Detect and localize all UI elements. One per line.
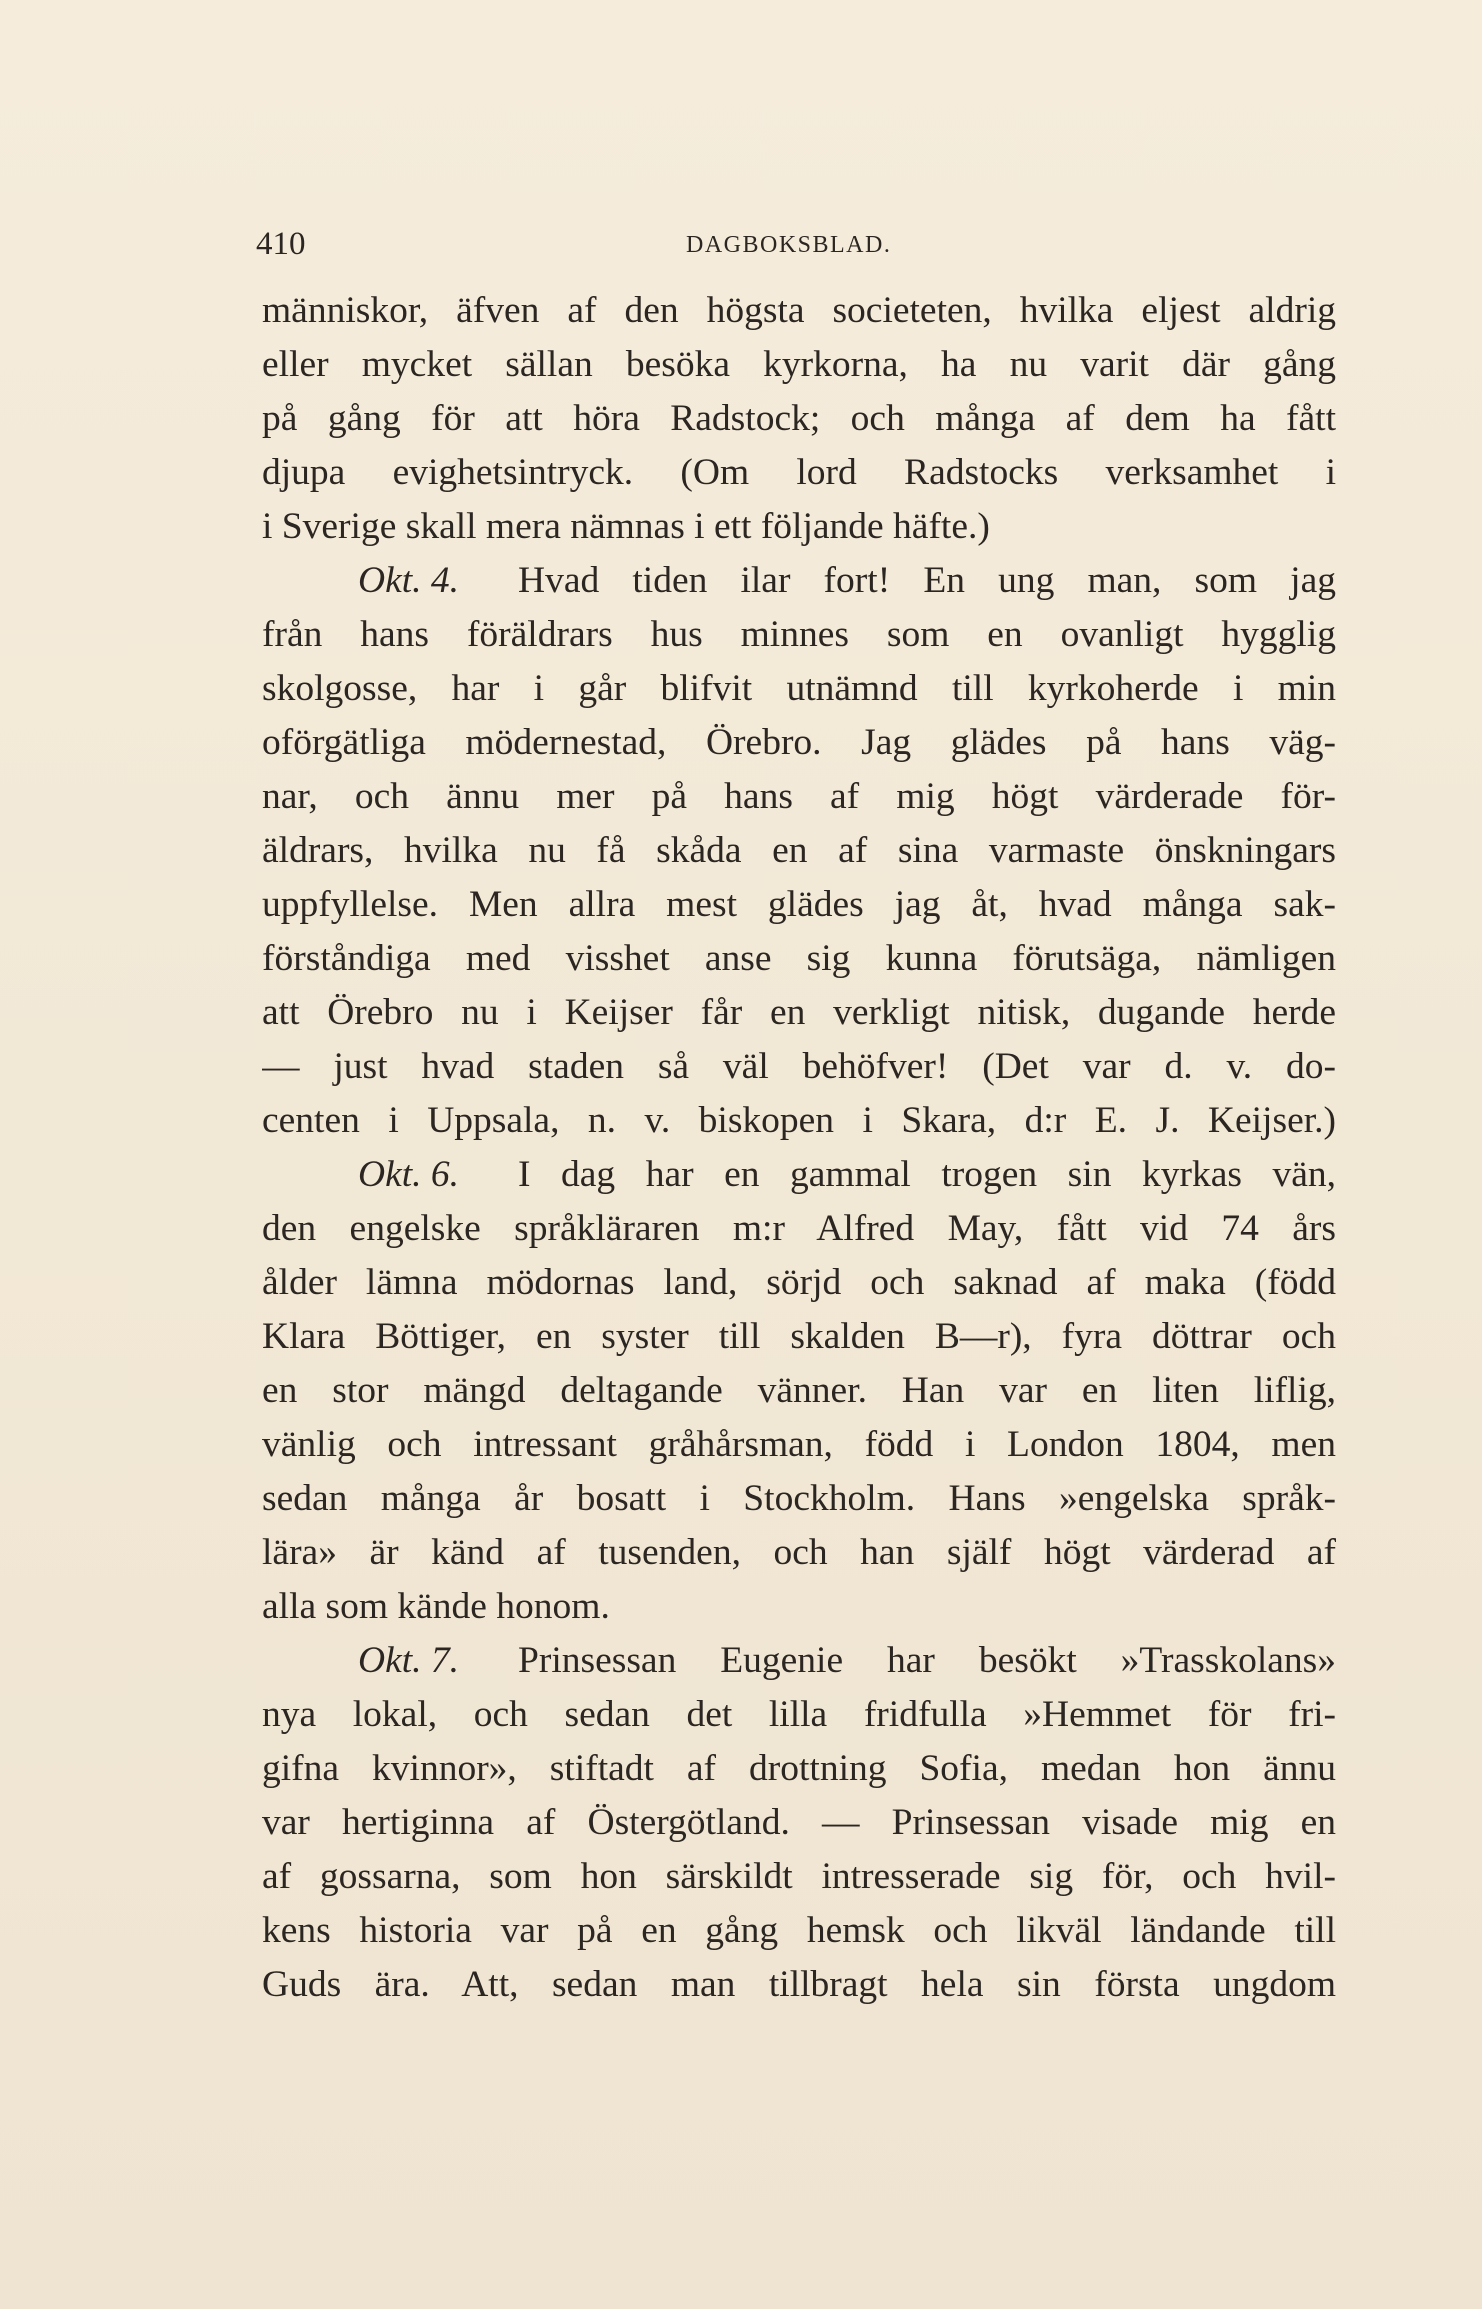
text-line: lära» är känd af tusenden, och han själf högt värderad af [262,1532,1336,1573]
text-line: att Örebro nu i Keijser får en verkligt nitisk, dugande herde [262,992,1336,1033]
text-line: den engelske språkläraren m:r Alfred May, fått vid 74 års [262,1208,1336,1249]
text-line: förståndiga med visshet anse sig kunna förutsäga, nämligen [262,938,1336,979]
text-line: skolgosse, har i går blifvit utnämnd till kyrkoherde i min [262,668,1336,709]
text-line: eller mycket sällan besöka kyrkorna, ha nu varit där gång [262,344,1336,385]
text-line: äldrars, hvilka nu få skåda en af sina varmaste önskningars [262,830,1336,871]
text-line: — just hvad staden så väl behöfver! (Det var d. v. do- [262,1046,1336,1087]
text-line: alla som kände honom. [262,1586,610,1627]
text-line: centen i Uppsala, n. v. biskopen i Skara, d:r E. J. Keijser.) [262,1100,1336,1141]
text-line: sedan många år bosatt i Stockholm. Hans »engelska språk- [262,1478,1336,1519]
text-line: Guds ära. Att, sedan man tillbragt hela sin första ungdom [262,1964,1336,2005]
entry-opening-text: Hvad tiden ilar fort! En ung man, som jag [518,560,1336,601]
entry-date: Okt. 6. [358,1154,460,1195]
entry-opening-text: I dag har en gammal trogen sin kyrkas vän, [518,1154,1336,1195]
entry-date: Okt. 7. [358,1640,460,1681]
text-line: var hertiginna af Östergötland. — Prinsessan visade mig en [262,1802,1336,1843]
text-line: ålder lämna mödornas land, sörjd och saknad af maka (född [262,1262,1336,1303]
diary-entry-heading [262,1634,1336,1688]
text-line: af gossarna, som hon särskildt intresserade sig för, och hvil- [262,1856,1336,1897]
body-text [262,284,1336,2012]
entry-date: Okt. 4. [358,560,460,601]
text-line: på gång för att höra Radstock; och många af dem ha fått [262,398,1336,439]
text-line: djupa evighetsintryck. (Om lord Radstocks verksamhet i [262,452,1336,493]
text-line: vänlig och intressant gråhårsman, född i London 1804, men [262,1424,1336,1465]
text-line: oförgätliga mödernestad, Örebro. Jag glädes på hans väg- [262,722,1336,763]
text-line: nar, och ännu mer på hans af mig högt värderade för- [262,776,1336,817]
page-header [256,226,1341,266]
text-line: nya lokal, och sedan det lilla fridfulla »Hemmet för fri- [262,1694,1336,1735]
running-head: DAGBOKSBLAD. [686,232,892,258]
text-line: Klara Böttiger, en syster till skalden B—r), fyra döttrar och [262,1316,1336,1357]
text-line: människor, äfven af den högsta societeten, hvilka eljest aldrig [262,290,1336,331]
text-line: i Sverige skall mera nämnas i ett följande häfte.) [262,506,990,547]
entry-opening-text: Prinsessan Eugenie har besökt »Trasskolans» [518,1640,1336,1681]
diary-entry-heading [262,554,1336,608]
diary-entry-heading [262,1148,1336,1202]
page-number: 410 [256,226,306,262]
text-line: uppfyllelse. Men allra mest glädes jag åt, hvad många sak- [262,884,1336,925]
text-line: från hans föräldrars hus minnes som en ovanligt hygglig [262,614,1336,655]
text-line: gifna kvinnor», stiftadt af drottning Sofia, medan hon ännu [262,1748,1336,1789]
text-line: en stor mängd deltagande vänner. Han var en liten liflig, [262,1370,1336,1411]
text-line: kens historia var på en gång hemsk och likväl ländande till [262,1910,1336,1951]
